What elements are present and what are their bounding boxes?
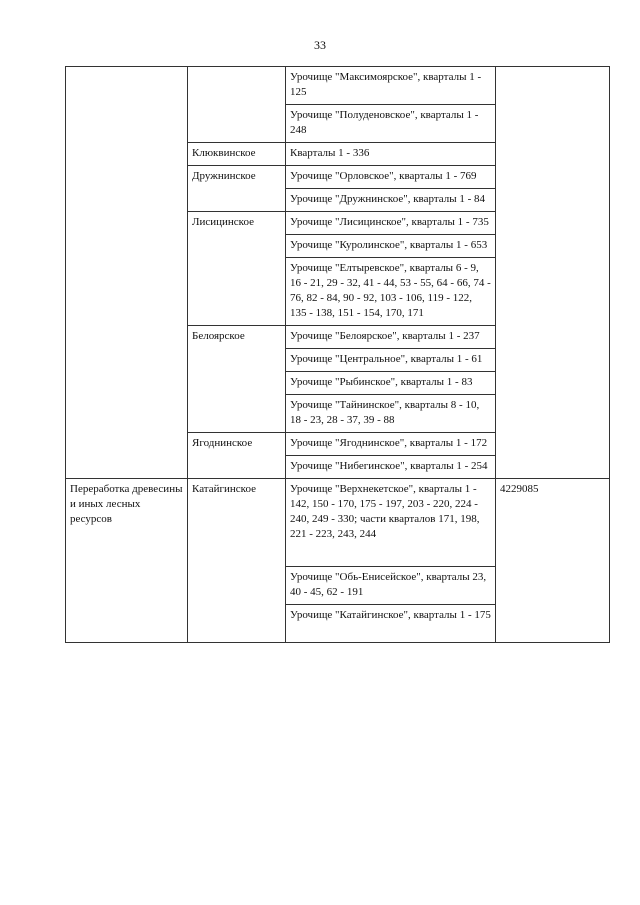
tract-cell: Урочище "Обь-Енисейское", кварталы 23, 40 - 45, 62 - 191 (286, 567, 496, 605)
usage-type-cell (66, 67, 188, 479)
forestry-cell: Ягоднинское (188, 433, 286, 479)
tract-cell: Урочище "Ягоднинское", кварталы 1 - 172 (286, 433, 496, 456)
forestry-cell: Лисицинское (188, 212, 286, 326)
table-row (66, 67, 610, 105)
tract-cell: Урочище "Рыбинское", кварталы 1 - 83 (286, 372, 496, 395)
volume-cell: 4229085 (496, 479, 610, 643)
tract-cell: Кварталы 1 - 336 (286, 143, 496, 166)
tract-cell: Урочище "Полуденовское", кварталы 1 - 248 (286, 105, 496, 143)
usage-type-cell: Переработка древесины и иных лесных ресурсов (66, 479, 188, 643)
tract-cell: Урочище "Центральное", кварталы 1 - 61 (286, 349, 496, 372)
tract-cell: Урочище "Максимоярское", кварталы 1 - 125 (286, 67, 496, 105)
forestry-cell: Клюквинское (188, 143, 286, 166)
tract-cell: Урочище "Верхнекетское", кварталы 1 - 142, 150 - 170, 175 - 197, 203 - 220, 224 - 240, 249 - 330; части кварталов 171, 198, 221 - 223, 243, 244 (286, 479, 496, 567)
tract-cell: Урочище "Нибегинское", кварталы 1 - 254 (286, 456, 496, 479)
table-row (66, 479, 610, 567)
tract-cell: Урочище "Лисицинское", кварталы 1 - 735 (286, 212, 496, 235)
tract-cell: Урочище "Елтыревское", кварталы 6 - 9, 16 - 21, 29 - 32, 41 - 44, 53 - 55, 64 - 66, 74 - 76, 82 - 84, 90 - 92, 103 - 106, 119 - 122, 135 - 138, 151 - 154, 170, 171 (286, 258, 496, 326)
tract-cell: Урочище "Орловское", кварталы 1 - 769 (286, 166, 496, 189)
forestry-cell: Катайгинское (188, 479, 286, 643)
page-number: 33 (314, 38, 326, 52)
tract-cell: Урочище "Дружнинское", кварталы 1 - 84 (286, 189, 496, 212)
tract-cell: Урочище "Тайнинское", кварталы 8 - 10, 18 - 23, 28 - 37, 39 - 88 (286, 395, 496, 433)
forestry-cell: Белоярское (188, 326, 286, 433)
forestry-cell (188, 67, 286, 143)
tract-cell: Урочище "Катайгинское", кварталы 1 - 175 (286, 605, 496, 643)
forest-usage-table (65, 66, 610, 643)
forestry-cell: Дружнинское (188, 166, 286, 212)
tract-cell: Урочище "Белоярское", кварталы 1 - 237 (286, 326, 496, 349)
volume-cell (496, 67, 610, 479)
tract-cell: Урочище "Куролинское", кварталы 1 - 653 (286, 235, 496, 258)
